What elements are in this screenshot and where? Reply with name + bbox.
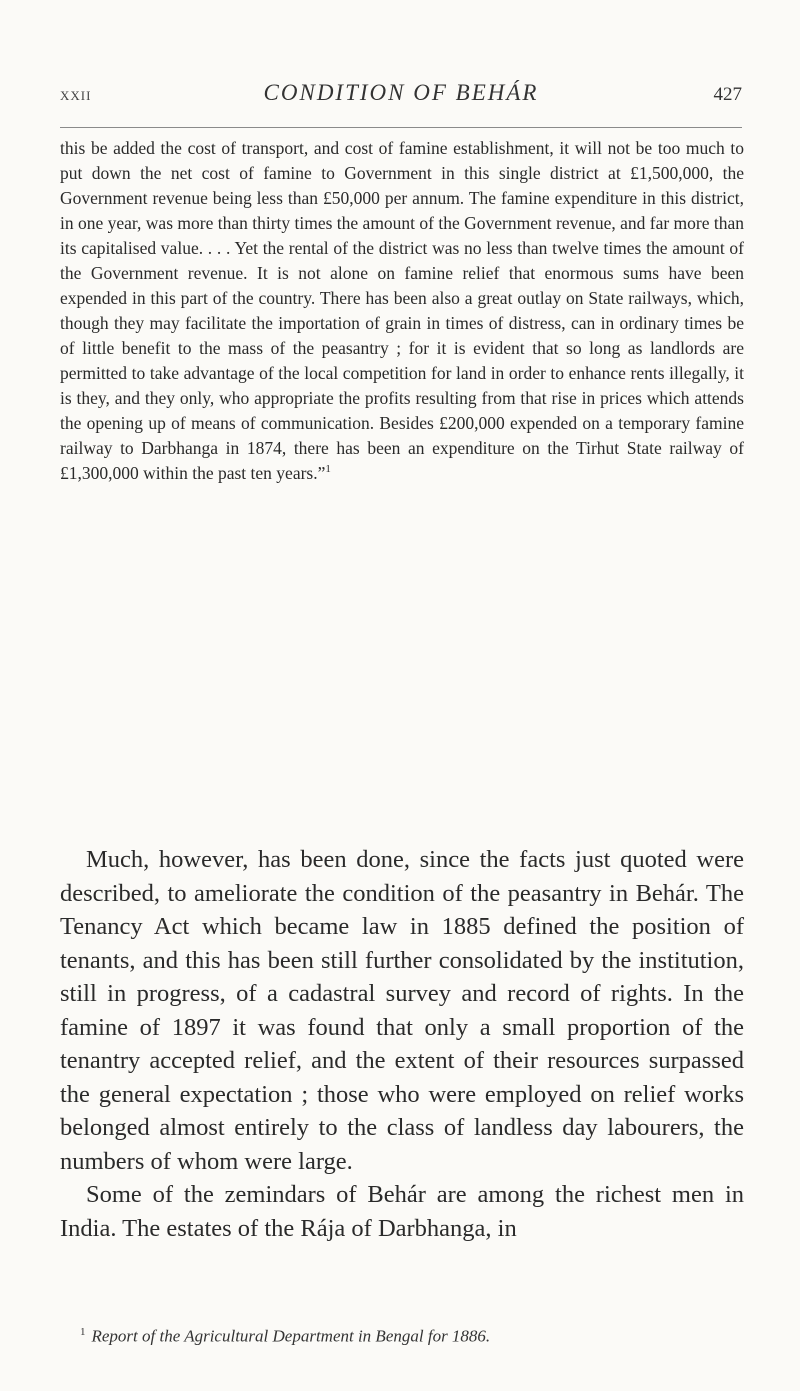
header-rule <box>60 127 742 128</box>
chapter-number: XXII <box>60 88 92 103</box>
footnote-text: Report of the Agricultural Department in Bengal for 1886. <box>91 1326 491 1346</box>
paragraph: Some of the zemindars of Behár are among the richest men in India. The estates of the Rája of Darbhanga, in <box>60 1181 744 1242</box>
paragraph: Much, however, has been done, since the facts just quoted were described, to ameliorate the condition of the peasantry in Behár. The Tenancy Act which became law in 1885 defined the position of tenants, and this has been still further consolidated by the institution, still in progress, of a cadastral survey and record of rights. In the famine of 1897 it was found that only a small proportion of the tenantry accepted relief, and the extent of their resources surpassed the general expectation ; those who were employed on relief works belonged almost entirely to the class of landless day labourers, the numbers of whom were large. <box>60 846 744 1175</box>
page-header <box>60 80 742 114</box>
main-text <box>60 843 744 1245</box>
quoted-passage-text: this be added the cost of transport, and cost of famine establishment, it will not be too much to put down the net cost of famine to Government in this single district at £1,500,000, the Government revenue being less than £50,000 per annum. The famine expenditure in this district, in one year, was more than thirty times the amount of the Government revenue, and far more than its capitalised value. . . . Yet the rental of the district was no less than twelve times the amount of the Government revenue. It is not alone on famine relief that enormous sums have been expended in this part of the country. There has been also a great outlay on State railways, which, though they may facilitate the importation of grain in times of distress, can in ordinary times be of little benefit to the mass of the peasantry ; for it is evident that so long as landlords are permitted to take advantage of the local competition for land in order to enhance rents illegally, it is they, and they only, who appropriate the profits resulting from that rise in prices which attends the opening up of means of communication. Besides £200,000 expended on a temporary famine railway to Darbhanga in 1874, there has been an expenditure on the Tirhut State railway of £1,300,000 within the past ten years.” <box>60 138 745 483</box>
footnote-reference: 1 <box>325 463 331 476</box>
running-title: CONDITION OF BEHÁR <box>263 80 539 105</box>
footnote-marker: 1 <box>80 1326 86 1338</box>
page-number: 427 <box>713 84 742 105</box>
footnote <box>80 1326 740 1347</box>
quoted-passage <box>60 136 744 486</box>
